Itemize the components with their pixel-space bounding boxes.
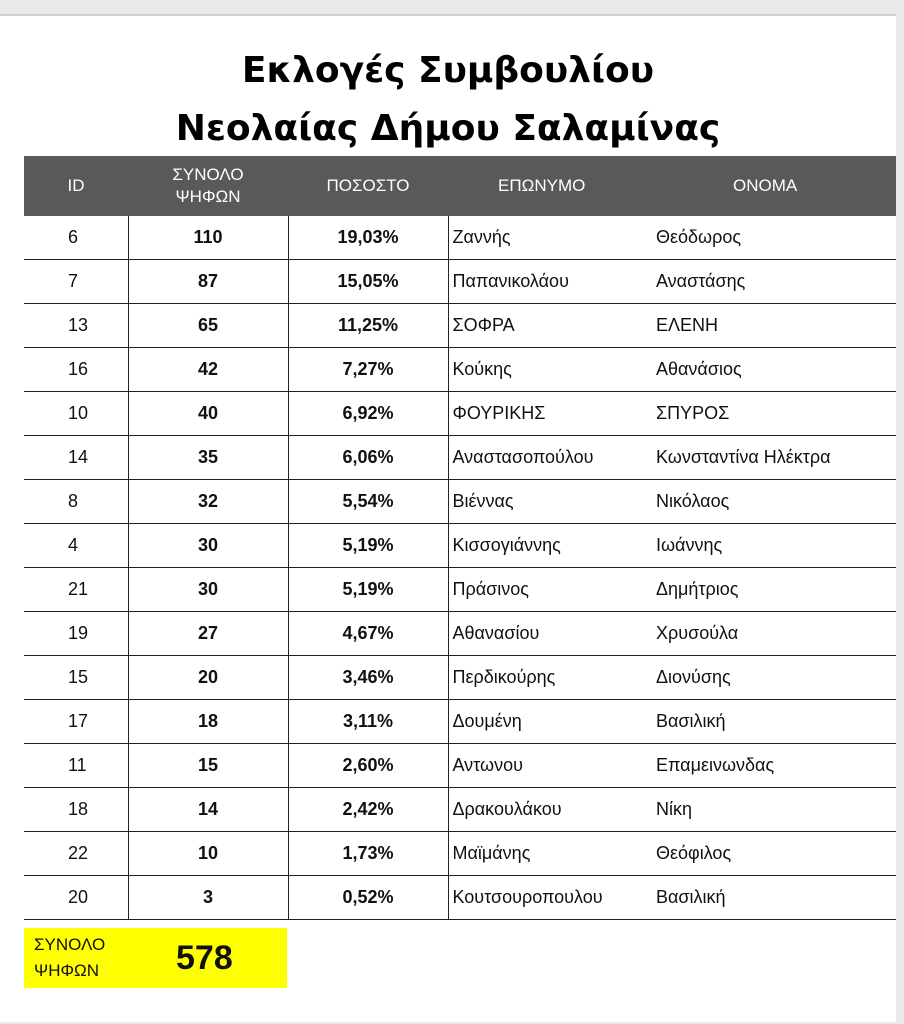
cell-surname: Αθανασίου	[448, 612, 650, 656]
cell-id: 4	[24, 524, 128, 568]
document-title	[0, 42, 896, 158]
header-id: ID	[24, 156, 128, 216]
cell-votes: 20	[128, 656, 288, 700]
cell-surname: Αντωνου	[448, 744, 650, 788]
cell-percent: 1,73%	[288, 832, 448, 876]
header-name: ΟΝΟΜΑ	[650, 156, 896, 216]
cell-id: 7	[24, 260, 128, 304]
cell-id: 11	[24, 744, 128, 788]
results-table-body	[24, 216, 896, 920]
cell-votes: 35	[128, 436, 288, 480]
header-surname: ΕΠΩΝΥΜΟ	[448, 156, 650, 216]
cell-id: 20	[24, 876, 128, 920]
table-row	[24, 392, 896, 436]
cell-surname: ΦΟΥΡΙΚΗΣ	[448, 392, 650, 436]
cell-percent: 5,54%	[288, 480, 448, 524]
total-votes-label-line-1: ΣΥΝΟΛΟ	[34, 935, 106, 954]
table-row	[24, 656, 896, 700]
table-row	[24, 744, 896, 788]
cell-name: Επαμεινωνδας	[650, 744, 896, 788]
cell-surname: Βιέννας	[448, 480, 650, 524]
cell-surname: Μαϊμάνης	[448, 832, 650, 876]
cell-votes: 30	[128, 568, 288, 612]
cell-name: Θεόδωρος	[650, 216, 896, 260]
cell-name: Νίκη	[650, 788, 896, 832]
cell-votes: 3	[128, 876, 288, 920]
cell-votes: 15	[128, 744, 288, 788]
cell-id: 10	[24, 392, 128, 436]
cell-surname: Κισσογιάννης	[448, 524, 650, 568]
title-line-1: Εκλογές Συμβουλίου	[241, 50, 655, 91]
cell-votes: 40	[128, 392, 288, 436]
cell-percent: 3,46%	[288, 656, 448, 700]
cell-name: Νικόλαος	[650, 480, 896, 524]
cell-id: 14	[24, 436, 128, 480]
total-votes-label	[34, 932, 144, 984]
cell-id: 19	[24, 612, 128, 656]
cell-name: Βασιλική	[650, 876, 896, 920]
cell-name: Θεόφιλος	[650, 832, 896, 876]
table-row	[24, 568, 896, 612]
cell-surname: Ζαννής	[448, 216, 650, 260]
cell-surname: Πράσινος	[448, 568, 650, 612]
cell-percent: 3,11%	[288, 700, 448, 744]
cell-percent: 5,19%	[288, 524, 448, 568]
header-percent: ΠΟΣΟΣΤΟ	[288, 156, 448, 216]
table-row	[24, 480, 896, 524]
cell-id: 6	[24, 216, 128, 260]
cell-percent: 0,52%	[288, 876, 448, 920]
table-row	[24, 788, 896, 832]
cell-surname: ΣΟΦΡΑ	[448, 304, 650, 348]
cell-percent: 2,42%	[288, 788, 448, 832]
cell-id: 18	[24, 788, 128, 832]
cell-surname: Δρακουλάκου	[448, 788, 650, 832]
table-row	[24, 260, 896, 304]
cell-name: ΕΛΕΝΗ	[650, 304, 896, 348]
cell-id: 16	[24, 348, 128, 392]
cell-id: 22	[24, 832, 128, 876]
cell-id: 8	[24, 480, 128, 524]
title-line-2: Νεολαίας Δήμου Σαλαμίνας	[175, 108, 721, 149]
header-total-votes-line-2: ΨΗΦΩΝ	[175, 187, 241, 206]
cell-surname: Κουτσουροπουλου	[448, 876, 650, 920]
cell-percent: 6,92%	[288, 392, 448, 436]
cell-id: 13	[24, 304, 128, 348]
table-row	[24, 876, 896, 920]
cell-votes: 42	[128, 348, 288, 392]
table-row	[24, 524, 896, 568]
cell-percent: 6,06%	[288, 436, 448, 480]
cell-percent: 4,67%	[288, 612, 448, 656]
results-table-header	[24, 156, 896, 216]
table-row	[24, 832, 896, 876]
table-row	[24, 304, 896, 348]
total-votes-value: 578	[176, 939, 233, 977]
cell-percent: 7,27%	[288, 348, 448, 392]
table-row	[24, 348, 896, 392]
table-row	[24, 436, 896, 480]
cell-id: 21	[24, 568, 128, 612]
cell-votes: 87	[128, 260, 288, 304]
cell-name: Κωνσταντίνα Ηλέκτρα	[650, 436, 896, 480]
cell-surname: Περδικούρης	[448, 656, 650, 700]
cell-surname: Κούκης	[448, 348, 650, 392]
cell-percent: 19,03%	[288, 216, 448, 260]
cell-name: Διονύσης	[650, 656, 896, 700]
cell-percent: 2,60%	[288, 744, 448, 788]
cell-id: 17	[24, 700, 128, 744]
cell-votes: 14	[128, 788, 288, 832]
cell-name: Ιωάννης	[650, 524, 896, 568]
total-votes-label-line-2: ΨΗΦΩΝ	[34, 961, 100, 980]
cell-percent: 11,25%	[288, 304, 448, 348]
cell-id: 15	[24, 656, 128, 700]
cell-votes: 32	[128, 480, 288, 524]
header-total-votes-line-1: ΣΥΝΟΛΟ	[172, 165, 244, 184]
cell-votes: 110	[128, 216, 288, 260]
cell-percent: 5,19%	[288, 568, 448, 612]
cell-name: Αναστάσης	[650, 260, 896, 304]
cell-surname: Αναστασοπούλου	[448, 436, 650, 480]
cell-surname: Δουμένη	[448, 700, 650, 744]
cell-name: Χρυσούλα	[650, 612, 896, 656]
cell-surname: Παπανικολάου	[448, 260, 650, 304]
cell-votes: 18	[128, 700, 288, 744]
table-row	[24, 216, 896, 260]
results-table	[24, 156, 896, 920]
cell-votes: 27	[128, 612, 288, 656]
cell-votes: 65	[128, 304, 288, 348]
cell-name: Δημήτριος	[650, 568, 896, 612]
cell-percent: 15,05%	[288, 260, 448, 304]
cell-name: Αθανάσιος	[650, 348, 896, 392]
total-votes-box	[24, 928, 287, 988]
cell-name: ΣΠΥΡΟΣ	[650, 392, 896, 436]
table-row	[24, 700, 896, 744]
cell-name: Βασιλική	[650, 700, 896, 744]
cell-votes: 10	[128, 832, 288, 876]
table-row	[24, 612, 896, 656]
cell-votes: 30	[128, 524, 288, 568]
header-total-votes	[128, 156, 288, 216]
